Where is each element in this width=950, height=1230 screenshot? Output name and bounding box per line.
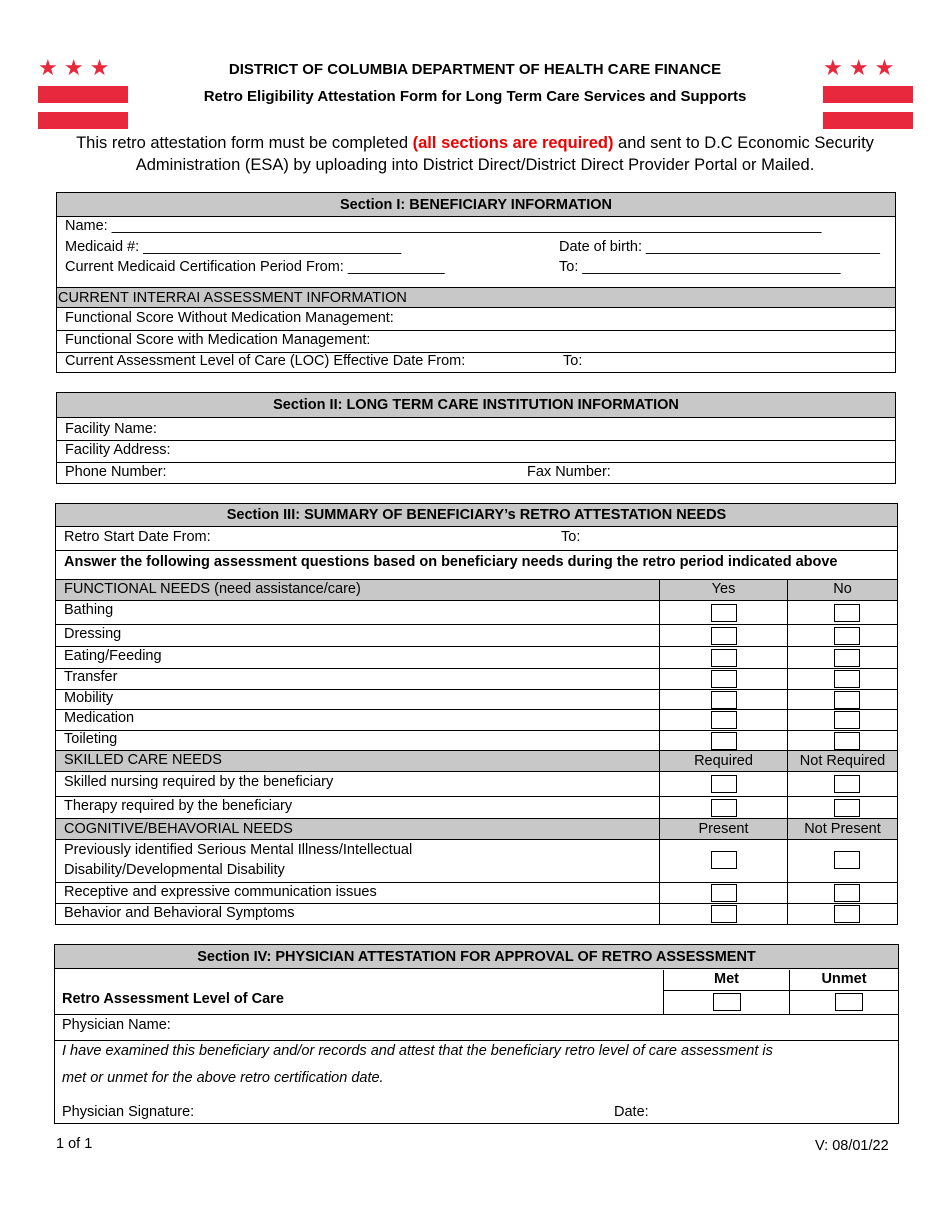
mobility-no-checkbox[interactable] (834, 691, 860, 709)
cognitive-item3: Behavior and Behavioral Symptoms (64, 905, 295, 921)
eating-yes-checkbox[interactable] (711, 649, 737, 667)
section4-box (54, 944, 899, 1124)
section2-box (56, 392, 896, 484)
functional-item-transfer: Transfer (64, 669, 118, 685)
attest-line1: I have examined this beneficiary and/or records and attest that the beneficiary retro level of care assessment is (62, 1043, 773, 1059)
loc-to-field[interactable]: To: (563, 353, 583, 369)
medicaid-field[interactable]: Medicaid #: ________________________________ (65, 239, 402, 255)
date-field[interactable]: Date: (614, 1104, 649, 1120)
form-title: Retro Eligibility Attestation Form for Long Term Care Services and Supports (203, 88, 747, 105)
divider (55, 1014, 898, 1015)
flag-bar-bottom (823, 112, 913, 129)
interrai-header (57, 287, 895, 308)
functional-row (56, 646, 897, 664)
col-divider (787, 819, 788, 839)
dob-field[interactable]: Date of birth: _____________________________ (559, 239, 880, 255)
therapy-not-required-checkbox[interactable] (834, 799, 860, 817)
toileting-no-checkbox[interactable] (834, 732, 860, 750)
col-divider (787, 751, 788, 771)
yes-label: Yes (711, 581, 736, 597)
cert-from-field[interactable]: Current Medicaid Certification Period From: ____________ (65, 259, 445, 275)
behavior-not-present-checkbox[interactable] (834, 905, 860, 923)
cognitive-header (56, 818, 897, 840)
intro-text (60, 132, 890, 176)
divider (57, 440, 895, 441)
functional-item-medication: Medication (64, 710, 135, 726)
eating-no-checkbox[interactable] (834, 649, 860, 667)
functional-row (56, 624, 897, 642)
divider (57, 462, 895, 463)
section3-title: Section III: SUMMARY OF BENEFICIARY’s RETRO ATTESTATION NEEDS (56, 504, 897, 527)
functional-item-dressing: Dressing (64, 626, 122, 642)
behavior-present-checkbox[interactable] (711, 905, 737, 923)
unmet-checkbox[interactable] (835, 993, 863, 1011)
interrai-header-label: CURRENT INTERRAI ASSESSMENT INFORMATION (58, 290, 407, 306)
not-required-label: Not Required (799, 753, 886, 769)
divider (663, 990, 898, 991)
divider (55, 1040, 898, 1041)
loc-from-field[interactable]: Current Assessment Level of Care (LOC) Effective Date From: (65, 353, 466, 369)
name-field[interactable]: Name: ________________________________________________________________________________________ (65, 218, 822, 234)
intro-required: (all sections are required) (412, 134, 614, 152)
smi-present-checkbox[interactable] (711, 851, 737, 869)
functional-header (56, 580, 897, 601)
agency-title: DISTRICT OF COLUMBIA DEPARTMENT OF HEALTH CARE FINANCE (228, 61, 722, 78)
cognitive-row (56, 882, 897, 900)
medication-no-checkbox[interactable] (834, 711, 860, 729)
skilled-row (56, 796, 897, 814)
physician-name-field[interactable]: Physician Name: (62, 1017, 171, 1033)
instruction-text: Answer the following assessment questions based on beneficiary needs during the retro period indicated above (64, 554, 838, 570)
attest-line2: met or unmet for the above retro certification date. (62, 1070, 384, 1086)
cognitive-row (56, 903, 897, 921)
section1-box (56, 192, 896, 373)
transfer-yes-checkbox[interactable] (711, 670, 737, 688)
smi-not-present-checkbox[interactable] (834, 851, 860, 869)
not-present-label: Not Present (804, 821, 881, 837)
functional-item-toileting: Toileting (64, 731, 118, 747)
section3-box (55, 503, 898, 925)
section1-title: Section I: BENEFICIARY INFORMATION (57, 193, 895, 217)
no-label: No (833, 581, 852, 597)
functional-row (56, 668, 897, 685)
section4-title: Section IV: PHYSICIAN ATTESTATION FOR APPROVAL OF RETRO ASSESSMENT (55, 945, 898, 969)
retro-to-field[interactable]: To: (561, 529, 581, 545)
fax-field[interactable]: Fax Number: (527, 464, 611, 480)
communication-present-checkbox[interactable] (711, 884, 737, 902)
bathing-no-checkbox[interactable] (834, 604, 860, 622)
nursing-not-required-checkbox[interactable] (834, 775, 860, 793)
functional-row (56, 730, 897, 747)
cognitive-item1-line1: Previously identified Serious Mental Illness/Intellectual (64, 842, 413, 858)
met-checkbox[interactable] (713, 993, 741, 1011)
facility-name-field[interactable]: Facility Name: (65, 421, 157, 437)
col-divider (659, 580, 660, 600)
bathing-yes-checkbox[interactable] (711, 604, 737, 622)
therapy-required-checkbox[interactable] (711, 799, 737, 817)
met-label: Met (714, 971, 739, 987)
skilled-header-label: SKILLED CARE NEEDS (64, 752, 222, 768)
functional-item-bathing: Bathing (64, 602, 114, 618)
transfer-no-checkbox[interactable] (834, 670, 860, 688)
section2-title: Section II: LONG TERM CARE INSTITUTION INFORMATION (57, 393, 895, 418)
cognitive-header-label: COGNITIVE/BEHAVORIAL NEEDS (64, 821, 293, 837)
required-label: Required (694, 753, 753, 769)
flag-bar-bottom (38, 112, 128, 129)
loc-row (55, 970, 898, 1014)
skilled-item-therapy: Therapy required by the beneficiary (64, 798, 293, 814)
col-divider (659, 751, 660, 771)
cert-to-field[interactable]: To: ________________________________ (559, 259, 841, 275)
unmet-label: Unmet (821, 971, 867, 987)
skilled-header (56, 750, 897, 772)
toileting-yes-checkbox[interactable] (711, 732, 737, 750)
cognitive-item2: Receptive and expressive communication issues (64, 884, 377, 900)
col-divider (659, 819, 660, 839)
functional-header-label: FUNCTIONAL NEEDS (need assistance/care) (64, 581, 361, 597)
flag-stars: ★ ★ ★ (38, 55, 110, 80)
version: V: 08/01/22 (815, 1138, 889, 1154)
cognitive-item1-line2: Disability/Developmental Disability (64, 862, 285, 878)
divider (57, 330, 895, 331)
retro-from-field[interactable]: Retro Start Date From: (64, 529, 211, 545)
medication-yes-checkbox[interactable] (711, 711, 737, 729)
dressing-no-checkbox[interactable] (834, 627, 860, 645)
flag-stars: ★ ★ ★ (823, 55, 895, 80)
col-divider (787, 580, 788, 600)
nursing-required-checkbox[interactable] (711, 775, 737, 793)
functional-item-mobility: Mobility (64, 690, 114, 706)
phone-field[interactable]: Phone Number: (65, 464, 167, 480)
intro-part1: This retro attestation form must be completed (76, 134, 413, 152)
score-with-field[interactable]: Functional Score with Medication Management: (65, 332, 371, 348)
communication-not-present-checkbox[interactable] (834, 884, 860, 902)
skilled-item-nursing: Skilled nursing required by the beneficiary (64, 774, 334, 790)
mobility-yes-checkbox[interactable] (711, 691, 737, 709)
functional-row (56, 709, 897, 726)
present-label: Present (698, 821, 749, 837)
physician-signature-field[interactable]: Physician Signature: (62, 1104, 195, 1120)
intro-part2: and sent to D.C Economic Security Administration (ESA) by uploading into District Direct/District Direct Provider Portal or Mailed. (135, 134, 874, 174)
facility-address-field[interactable]: Facility Address: (65, 442, 171, 458)
page-number: 1 of 1 (56, 1136, 93, 1152)
divider (56, 550, 897, 551)
functional-item-eating: Eating/Feeding (64, 648, 162, 664)
dressing-yes-checkbox[interactable] (711, 627, 737, 645)
functional-row (56, 689, 897, 706)
score-without-field[interactable]: Functional Score Without Medication Management: (65, 310, 394, 326)
retro-loc-label: Retro Assessment Level of Care (62, 991, 284, 1007)
